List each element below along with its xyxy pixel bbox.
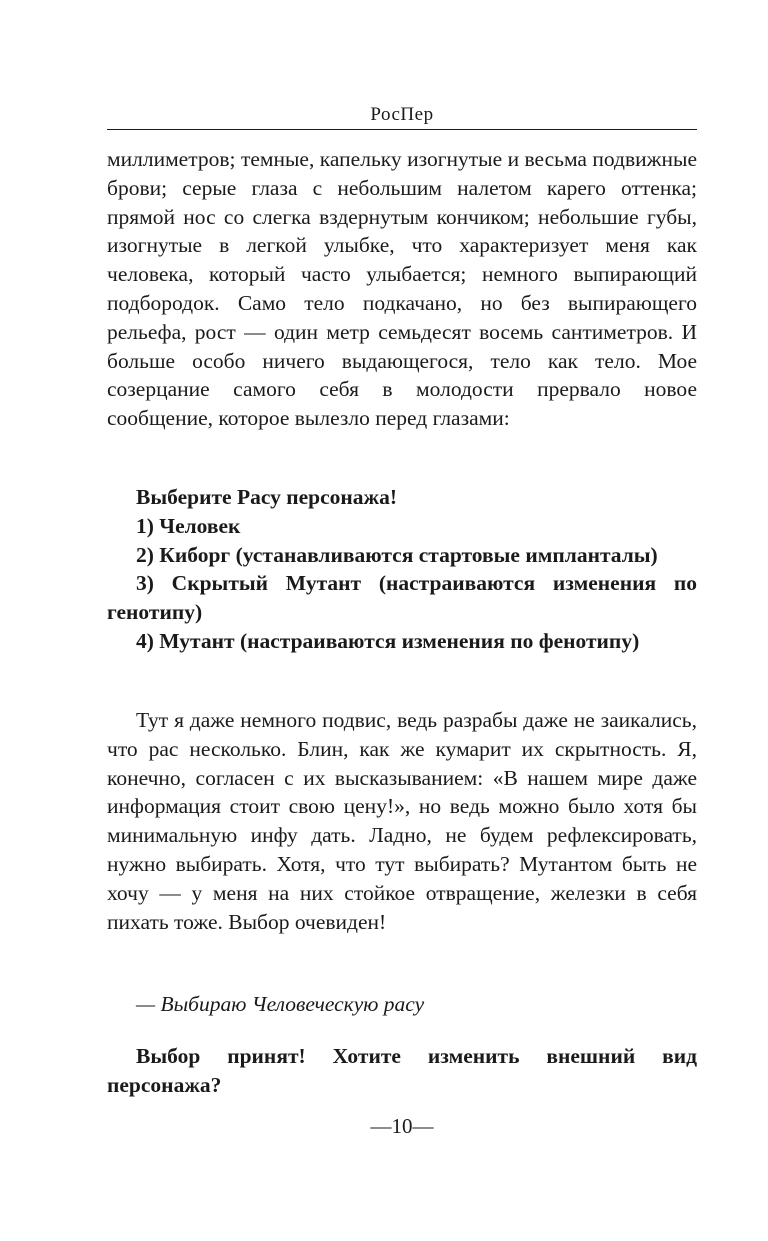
page-number: —10— <box>370 1114 434 1138</box>
race-option-4: 4) Мутант (настраиваются изменения по фенотипу) <box>136 628 640 653</box>
race-option-3: 3) Скрытый Мутант (настраиваются изменения по генотипу) <box>107 571 697 625</box>
system-message-confirmation: Выбор принят! Хотите изменить внешний вид персонажа? <box>107 1044 697 1097</box>
race-option-2: 2) Киборг (устанавливаются стартовые импланталы) <box>136 542 658 567</box>
paragraph-reflection: Тут я даже немного подвис, ведь разрабы даже не заикались, что рас несколько. Блин, как же кумарит их скрытность. Я, конечно, согласен с их высказыванием: «В нашем мире даже информация стоит свою цену!», но ведь можно было хотя бы минимальную инфу дать. Ладно, не будем рефлексировать, нужно выбирать. Хотя, что тут выбирать? Мутантом быть не хочу — у меня на них стойкое отвращение, железки в себя пихать тоже. Выбор очевиден! <box>107 708 697 934</box>
system-message-title: Выберите Расу персонажа! <box>136 485 398 509</box>
dialogue-reply: — Выбираю Человеческую расу <box>136 992 425 1016</box>
header-rule <box>107 129 697 130</box>
paragraph-body-description: миллиметров; темные, капельку изогнутые и весьма подвижные брови; серые глаза с небольшим налетом карего оттенка; прямой нос со слегка вздернутым кончиком; небольшие губы, изогнутые в легкой улыбке, что характеризует меня как человека, который часто улыбается; немного выпирающий подбородок. Само тело подкачано, но без выпирающего рельефа, рост — один метр семьдесят восемь сантиметров. И больше особо ничего выдающегося, тело как тело. Мое созерцание самого себя в молодости прервало новое сообщение, которое вылезло перед глазами: <box>107 147 697 431</box>
race-option-1: 1) Человек <box>136 513 241 538</box>
system-message-race-choice <box>107 483 697 656</box>
running-head: РосПер <box>370 104 434 125</box>
book-page <box>107 0 697 1241</box>
